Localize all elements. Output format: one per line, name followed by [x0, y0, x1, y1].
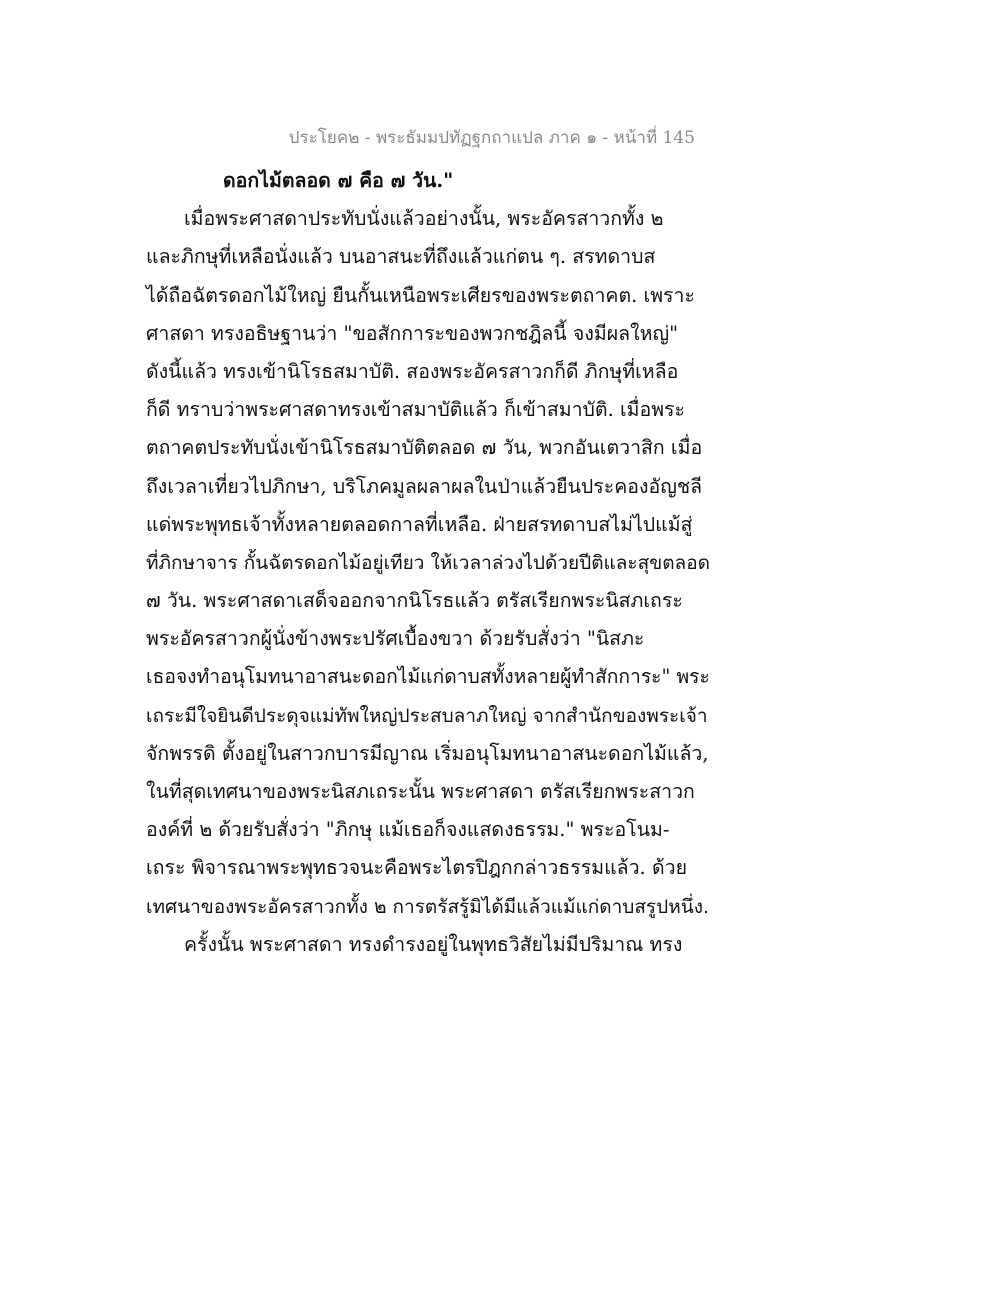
text-line: ดอกไม้ตลอด ๗ คือ ๗ วัน."	[223, 169, 454, 192]
text-line: เทศนาของพระอัครสาวกทั้ง ๒ การตรัสรู้มิได้มีแล้วแม้แก่ดาบสรูปหนึ่ง.	[146, 895, 710, 918]
text-line: ๗ วัน. พระศาสดาเสด็จออกจากนิโรธแล้ว ตรัสเรียกพระนิสภเถระ	[146, 589, 683, 613]
text-line: เถระมีใจยินดีประดุจแม่ทัพใหญ่ประสบลาภใหญ่ จากสำนักของพระเจ้า	[146, 704, 708, 727]
text-line: จักพรรดิ ตั้งอยู่ในสาวกบารมีญาณ เริ่มอนุโมทนาอาสนะดอกไม้แล้ว,	[146, 741, 709, 765]
text-line: ที่ภิกษาจาร กั้นฉัตรดอกไม้อยู่เทียว ให้เวลาล่วงไปด้วยปีติและสุขตลอด	[146, 551, 710, 574]
text-line: เมื่อพระศาสดาประทับนั่งแล้วอย่างนั้น, พระอัครสาวกทั้ง ๒	[184, 207, 664, 231]
running-head: ประโยค๒ - พระธัมมปทัฏฐกถาแปล ภาค ๑ - หน้าที่ 145	[288, 128, 695, 148]
text-line: ดังนี้แล้ว ทรงเข้านิโรธสมาบัติ. สองพระอัครสาวกก็ดี ภิกษุที่เหลือ	[146, 359, 679, 383]
text-line: ครั้งนั้น พระศาสดา ทรงดำรงอยู่ในพุทธวิสัยไม่มีปริมาณ ทรง	[184, 932, 683, 956]
text-line: เธอจงทำอนุโมทนาอาสนะดอกไม้แก่ดาบสทั้งหลายผู้ทำสักการะ" พระ	[146, 665, 710, 689]
text-line: และภิกษุที่เหลือนั่งแล้ว บนอาสนะที่ถึงแล้วแก่ตน ๆ. สรทดาบส	[146, 245, 656, 269]
text-line: ถึงเวลาเที่ยวไปภิกษา, บริโภคมูลผลาผลในป่าแล้วยืนประคองอัญชลี	[146, 474, 703, 498]
body-text	[146, 162, 711, 964]
text-line: พระอัครสาวกผู้นั่งข้างพระปรัศเบื้องขวา ด้วยรับสั่งว่า "นิสภะ	[146, 627, 645, 651]
text-line: องค์ที่ ๒ ด้วยรับสั่งว่า "ภิกษุ แม้เธอก็จงแสดงธรรม." พระอโนม-	[146, 818, 670, 842]
text-line: ในที่สุดเทศนาของพระนิสภเถระนั้น พระศาสดา ตรัสเรียกพระสาวก	[146, 780, 695, 803]
text-line: ก็ดี ทราบว่าพระศาสดาทรงเข้าสมาบัติแล้ว ก็เข้าสมาบัติ. เมื่อพระ	[146, 398, 686, 422]
text-line: ศาสดา ทรงอธิษฐานว่า "ขอสักการะของพวกชฎิลนี้ จงมีผลใหญ่"	[146, 321, 679, 345]
text-line: เถระ พิจารณาพระพุทธวจนะคือพระไตรปิฎกกล่าวธรรมแล้ว. ด้วย	[146, 856, 687, 880]
text-line: ตถาคตประทับนั่งเข้านิโรธสมาบัติตลอด ๗ วัน, พวกอันเตวาสิก เมื่อ	[146, 436, 703, 460]
text-line: แด่พระพุทธเจ้าทั้งหลายตลอดกาลที่เหลือ. ฝ่ายสรทดาบสไม่ไปแม้สู่	[146, 512, 693, 536]
text-line: ได้ถือฉัตรดอกไม้ใหญ่ ยืนกั้นเหนือพระเศียรของพระตถาคต. เพราะ	[146, 283, 695, 307]
